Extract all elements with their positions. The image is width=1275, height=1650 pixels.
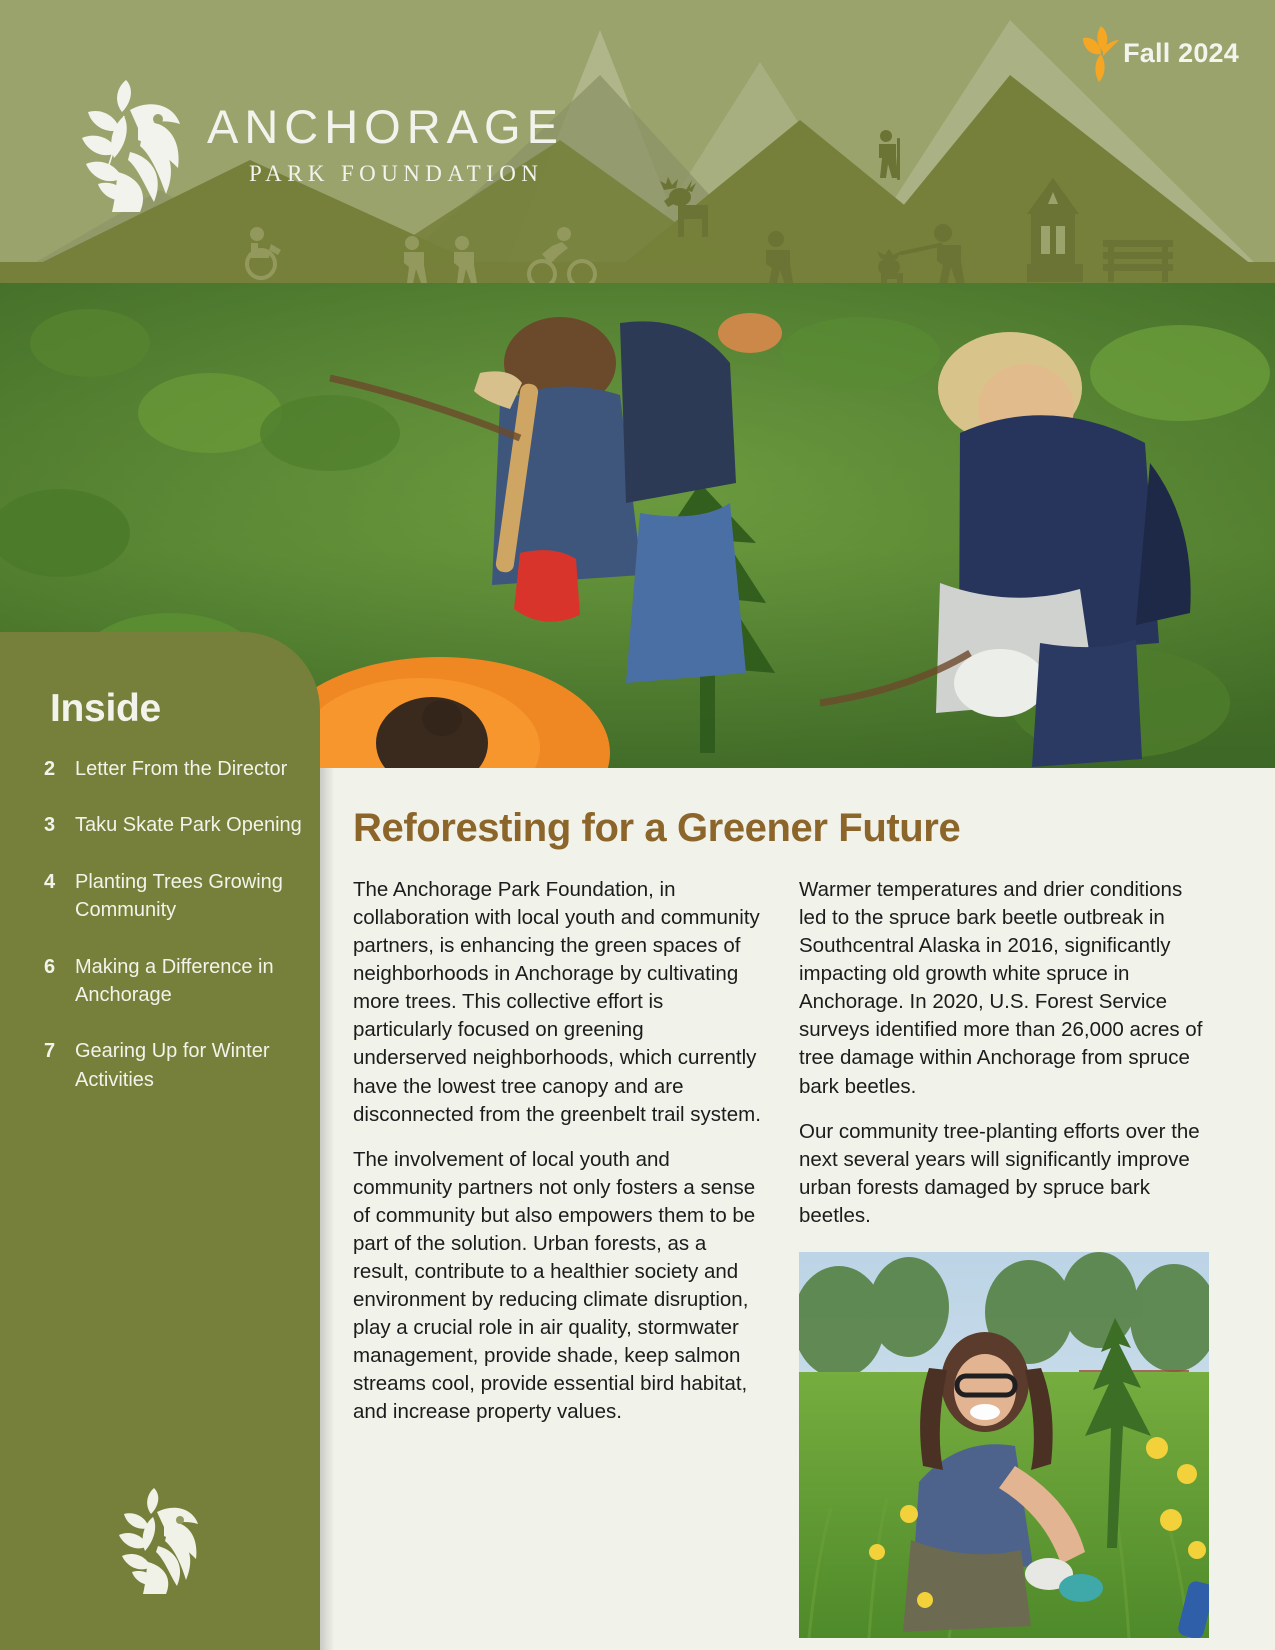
cyclist-icon xyxy=(529,227,595,283)
sidebar-title: Inside xyxy=(50,687,161,730)
brand-logo[interactable] xyxy=(68,72,564,212)
toc-entry[interactable] xyxy=(44,755,304,783)
walker-icon xyxy=(454,236,477,283)
main-article xyxy=(320,768,1275,1650)
toc-entry-label: Taku Skate Park Opening xyxy=(75,814,302,837)
toc-page-number: 7 xyxy=(44,1040,56,1063)
dog-walker-icon xyxy=(877,224,965,283)
toc-entry-label: Letter From the Director xyxy=(75,758,288,780)
toc-entry[interactable] xyxy=(44,811,304,839)
brand-subtitle: PARK FOUNDATION xyxy=(249,161,544,186)
raven-leaf-logo-icon xyxy=(68,72,193,212)
brand-name: ANCHORAGE xyxy=(207,100,564,153)
toc-entry-label: Making a Difference in Anchorage xyxy=(75,955,274,1006)
moose-icon xyxy=(660,177,708,237)
wheelchair-icon xyxy=(247,227,281,278)
toc-entry[interactable] xyxy=(44,953,304,1010)
bench-icon xyxy=(1103,240,1173,282)
toc-page-number: 4 xyxy=(44,870,56,893)
issue-badge xyxy=(1079,22,1239,84)
article-headline: Reforesting for a Greener Future xyxy=(353,806,961,850)
runner-icon xyxy=(766,231,794,283)
orange-leaf-icon xyxy=(1079,22,1119,84)
article-paragraph: The involvement of local youth and community partners not only fosters a sense of community but also empowers them to be part of the solution. Urban forests, as a result, contribute to a healthier society and environment by reducing climate disruption, play a crucial role in air quality, stormwater management, provide shade, keep salmon streams cool, provide essential bird habitat, and increase property values. xyxy=(353,1147,756,1424)
article-right-column xyxy=(799,876,1209,1638)
article-columns xyxy=(353,876,1209,1638)
hiker-icon xyxy=(879,130,900,180)
article-left-column xyxy=(353,876,763,1638)
article-paragraph: The Anchorage Park Foundation, in collaboration with local youth and community partners, is enhancing the green spaces of neighborhoods in Anchorage by cultivating more trees. This collective effort is particularly focused on greening underserved neighborhoods, which currently have the lowest tree canopy and are disconnected from the greenbelt trail system. xyxy=(353,878,761,1126)
walker-icon xyxy=(404,236,427,283)
toc-entry-label: Planting Trees Growing Community xyxy=(75,870,283,922)
toc-page-number: 2 xyxy=(44,758,56,780)
toc-entry[interactable] xyxy=(44,1037,304,1094)
table-of-contents xyxy=(44,755,304,1122)
toc-entry-label: Gearing Up for Winter Activities xyxy=(75,1040,270,1091)
chapel-icon xyxy=(1027,178,1083,282)
issue-label: Fall 2024 xyxy=(1123,37,1239,68)
toc-page-number: 3 xyxy=(44,814,56,837)
toc-entry[interactable] xyxy=(44,868,304,925)
article-inline-photo xyxy=(799,1252,1209,1638)
article-paragraph: Warmer temperatures and drier conditions led to the spruce bark beetle outbreak in Southcentral Alaska in 2016, significantly impacting old growth white spruce in Anchorage. In 2020, U.S. Forest Service surveys identified more than 26,000 acres of tree damage within Anchorage from spruce bark beetles. xyxy=(799,878,1203,1098)
toc-page-number: 6 xyxy=(44,955,56,978)
sidebar-raven-leaf-logo-icon xyxy=(108,1482,208,1594)
page-header xyxy=(0,0,1275,283)
article-paragraph: Our community tree-planting efforts over the next several years will significantly improve urban forests damaged by spruce bark beetles. xyxy=(799,1119,1200,1227)
article-inline-photo-image xyxy=(799,1252,1209,1638)
